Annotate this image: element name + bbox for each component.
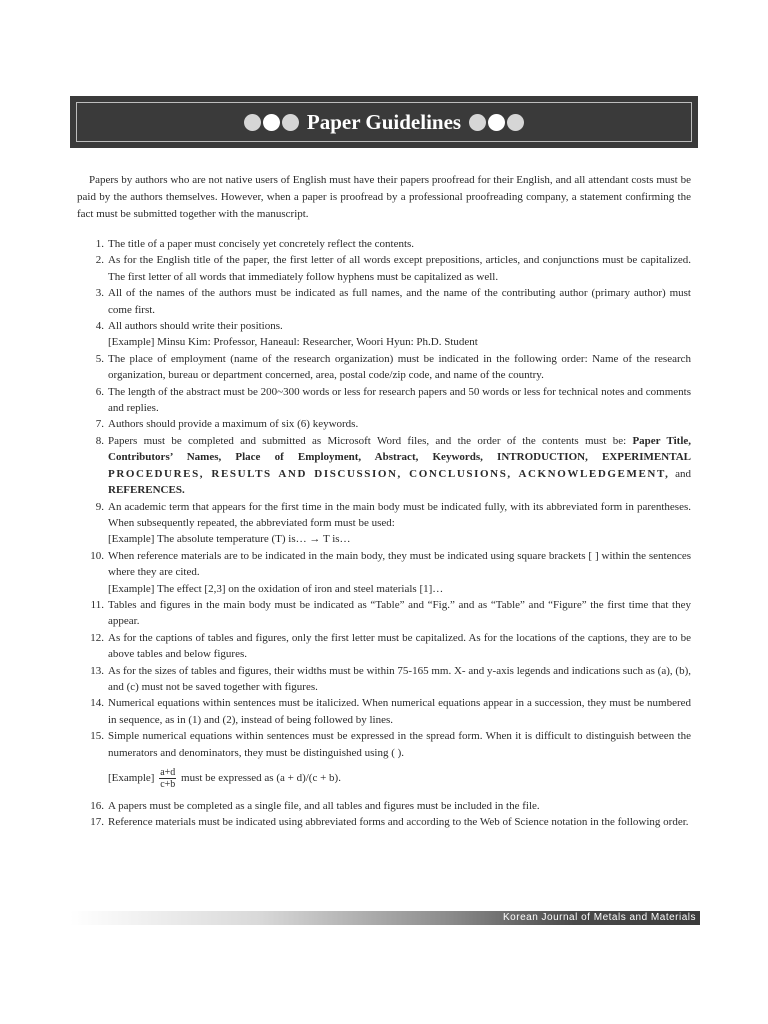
list-item <box>77 814 691 830</box>
item-text: The title of a paper must concisely yet concretely reflect the contents. <box>108 238 415 250</box>
list-item <box>77 416 691 432</box>
item-number: 17. <box>90 816 104 829</box>
item-text: A papers must be completed as a single file, and all tables and figures must be included in the file. <box>108 800 540 812</box>
item-number: 2. <box>95 254 104 267</box>
item-number: 12. <box>90 631 104 644</box>
item-text: Numerical equations within sentences must be italicized. When numerical equations appear in a succession, they must be numbered in sequence, as in (1) and (2), instead of being followed by lines. <box>108 697 691 726</box>
item-number: 5. <box>95 352 104 365</box>
item-bold-caps-text: PROCEDURES, RESULTS AND DISCUSSION, CONCLUSIONS, ACKNOWLEDGEMENT, <box>108 467 670 480</box>
item-number: 1. <box>95 238 104 250</box>
dot-icon <box>282 114 299 131</box>
item-text: As for the English title of the paper, the first letter of all words except prepositions, articles, and conjunctions must be capitalized. The first letter of all words that immediately follow hyphens must be capitalized as well. <box>108 254 691 283</box>
item-number: 6. <box>95 385 104 398</box>
example-prefix: [Example] <box>108 772 155 785</box>
list-item <box>77 798 691 814</box>
list-item <box>77 597 691 630</box>
list-item <box>77 548 691 597</box>
item-text: The length of the abstract must be 200~300 words or less for research papers and 50 words or less for technical notes and comments and replies. <box>108 385 691 415</box>
list-item <box>77 252 691 285</box>
list-item <box>77 318 691 351</box>
item-number: 8. <box>95 434 104 447</box>
item-number: 10. <box>90 549 104 562</box>
item-number: 16. <box>90 800 104 812</box>
item-text: and <box>669 467 691 480</box>
dot-icon <box>263 114 280 131</box>
item-example: [Example] Minsu Kim: Professor, Haneaul: Researcher, Woori Hyun: Ph.D. Student <box>108 336 478 349</box>
list-item <box>77 663 691 696</box>
item-example: [Example] The absolute temperature (T) is… → T is… <box>108 533 351 546</box>
item-text: Reference materials must be indicated using abbreviated forms and according to the Web of Science notation in the following order. <box>108 816 689 829</box>
list-item <box>77 630 691 663</box>
item-text: Papers must be completed and submitted as Microsoft Word files, and the order of the contents must be: <box>108 434 633 447</box>
list-item <box>77 728 691 798</box>
item-number: 11. <box>90 598 104 611</box>
list-item <box>77 236 691 252</box>
fraction-numerator: a+d <box>160 767 176 778</box>
fraction-denominator: c+b <box>160 779 176 790</box>
item-bold-text: REFERENCES. <box>108 484 185 497</box>
item-number: 13. <box>90 664 104 677</box>
dot-icon <box>469 114 486 131</box>
item-text: Authors should provide a maximum of six (6) keywords. <box>108 418 359 431</box>
list-item <box>77 351 691 384</box>
footer-bar <box>70 911 700 925</box>
item-bold-text: Paper Title, Contributors’ Names, Place of Employment, Abstract, Keywords, INTRODUCTION, EXPERIMENTAL <box>108 434 692 464</box>
item-number: 15. <box>90 730 104 743</box>
intro-paragraph: Papers by authors who are not native users of English must have their papers proofread for their English, and all attendant costs must be paid by the authors themselves. However, when a paper is proofread by a professional proofreading company, a statement confirming the fact must be submitted together with the manuscript. <box>77 174 691 220</box>
journal-name: Korean Journal of Metals and Materials <box>503 912 696 923</box>
guidelines-list <box>77 236 691 831</box>
item-text: Simple numerical equations within sentences must be expressed in the spread form. When it is difficult to distinguish between the numerators and denominators, they must be distinguished using ( ). <box>108 730 691 759</box>
dot-icon <box>244 114 261 131</box>
item-number: 4. <box>95 320 104 333</box>
item-number: 7. <box>95 418 104 431</box>
item-text: When reference materials are to be indicated in the main body, they must be indicated using square brackets [ ] within the sentences where they are cited. <box>108 549 691 579</box>
list-item <box>77 433 691 499</box>
item-text: As for the sizes of tables and figures, their widths must be within 75-165 mm. X- and y-axis legends and indications such as (a), (b), and (c) must not be saved together with figures. <box>108 664 691 693</box>
list-item <box>77 695 691 728</box>
item-example: [Example] The effect [2,3] on the oxidation of iron and steel materials [1]… <box>108 582 444 595</box>
item-text: The place of employment (name of the research organization) must be indicated in the following order: Name of the research organization, bureau or department concerned, area, postal code/zip code, and name of the country. <box>108 352 691 382</box>
list-item <box>77 384 691 417</box>
item-number: 9. <box>95 500 104 513</box>
item-text: An academic term that appears for the first time in the main body must be indicated fully, with its abbreviated form in parentheses. When subsequently repeated, the abbreviated form must be used: <box>108 500 691 529</box>
right-dots-decoration <box>469 114 524 131</box>
fraction <box>159 767 176 790</box>
banner-title-group <box>244 110 524 135</box>
item-text: All of the names of the authors must be indicated as full names, and the name of the contributing author (primary author) must come first. <box>108 287 691 316</box>
dot-icon <box>507 114 524 131</box>
item-number: 3. <box>95 287 104 300</box>
list-item <box>77 499 691 548</box>
equation-example <box>108 767 691 790</box>
item-text: Tables and figures in the main body must be indicated as “Table” and “Fig.” and as “Table” and “Figure” the first time that they appear. <box>108 598 691 628</box>
page-title: Paper Guidelines <box>306 109 462 134</box>
example-suffix: must be expressed as (a + d)/(c + b). <box>181 772 341 785</box>
left-dots-decoration <box>244 114 299 131</box>
item-text: As for the captions of tables and figures, only the first letter must be capitalized. As for the locations of the captions, they are to be above tables and below figures. <box>108 631 691 661</box>
list-item <box>77 285 691 318</box>
dot-icon <box>488 114 505 131</box>
item-text: All authors should write their positions. <box>108 320 283 333</box>
item-number: 14. <box>90 697 104 710</box>
title-banner <box>70 96 698 148</box>
